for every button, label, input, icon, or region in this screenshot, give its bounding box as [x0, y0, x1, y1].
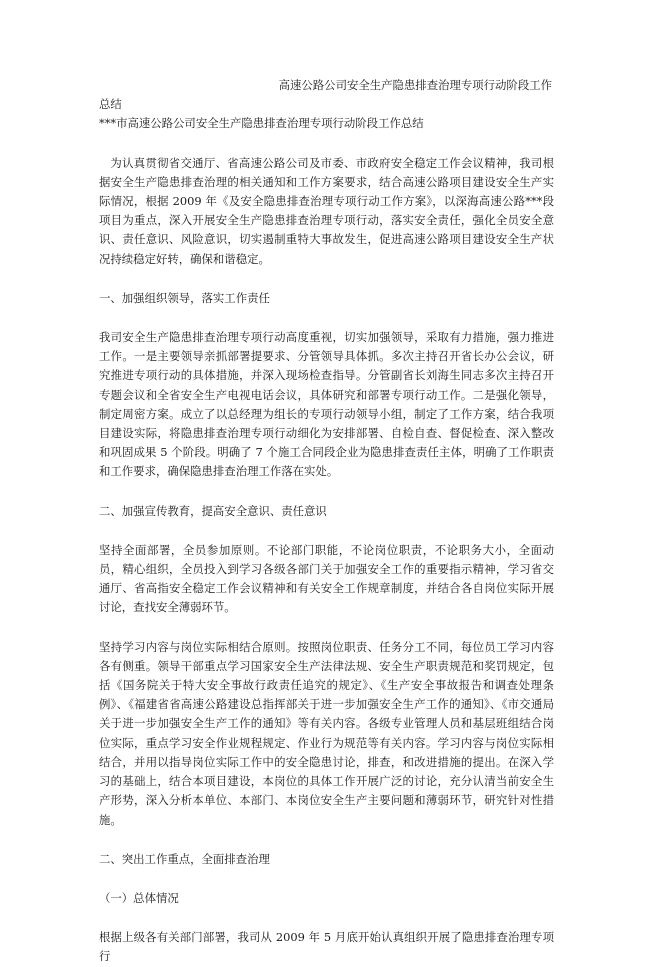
- section-1-paragraph: 我司安全生产隐患排查治理专项行动高度重视，切实加强领导，采取有力措施，强力推进工作。一是主要领导亲抓部署提要求、分管领导具体抓。多次主持召开省长办公会议，研究推进专项行动的具体措施，并深入现场检查指导。分管副省长刘海生同志多次主持召开专题会议和全省安全生产电视电话会议，具体研究和部署专项行动工作。二是强化领导，制定周密方案。成立了以总经理为组长的专项行动领导小组，制定了工作方案，结合我项目建设实际，将隐患排查治理专项行动细化为安排部署、自检自查、督促检查、深入整改和巩固成果 5 个阶段。明确了 7 个施工合同段企业为隐患排查责任主体，明确了工作职责和工作要求，确保隐患排查治理工作落在实处。: [99, 330, 554, 479]
- section-2-heading: 二、加强宣传教育，提高安全意识、责任意识: [99, 503, 327, 518]
- section-3-paragraph: 根据上级各有关部门部署，我司从 2009 年 5 月底开始认真组织开展了隐患排查治理专项行: [99, 930, 554, 964]
- section-3-subheading-1: （一）总体情况: [99, 890, 179, 905]
- document-subtitle: ***市高速公路公司安全生产隐患排查治理专项行动阶段工作总结: [99, 116, 424, 131]
- section-1-heading: 一、加强组织领导，落实工作责任: [99, 290, 270, 305]
- section-2-paragraph-2: 坚持学习内容与岗位实际相结合原则。按照岗位职责、任务分工不同，每位员工学习内容各有侧重。领导干部重点学习国家安全生产法律法规、安全生产职责规范和奖罚规定，包括《国务院关于特大安全事故行政责任追究的规定》、《生产安全事故报告和调查处理条例》、《福建省省高速公路建设总指挥部关于进一步加强安全生产工作的通知》、《市交通局关于进一步加强安全生产工作的通知》等有关内容。各级专业管理人员和基层班组结合岗位实际，重点学习安全作业规程规定、作业行为规范等有关内容。学习内容与岗位实际相结合，并用以指导岗位实际工作中的安全隐患讨论，排查，和改进措施的提出。在深入学习的基础上，结合本项目建设，本岗位的具体工作开展广泛的讨论，充分认清当前安全生产形势，深入分析本单位、本部门、本岗位安全生产主要问题和薄弱环节，研究针对性措施。: [99, 639, 554, 827]
- section-3-heading: 二、突出工作重点，全面排查治理: [99, 851, 270, 866]
- section-2-paragraph-1: 坚持全面部署，全员参加原则。不论部门职能，不论岗位职责，不论职务大小，全面动员，精心组织，全员投入到学习各级各部门关于加强安全工作的重要指示精神，学习省交通厅、省高指安全稳定工作会议精神和有关安全工作规章制度，并结合各自岗位实际开展讨论，查找安全薄弱环节。: [99, 542, 554, 615]
- document-title-line-1: 高速公路公司安全生产隐患排查治理专项行动阶段工作: [278, 78, 552, 92]
- document-page: [99, 76, 554, 967]
- document-title-line-2: 总结: [99, 97, 122, 112]
- intro-paragraph: 为认真贯彻省交通厅、省高速公路公司及市委、市政府安全稳定工作会议精神，我司根据安全生产隐患排查治理的相关通知和工作方案要求，结合高速公路项目建设安全生产实际情况，根据 2009 年《及安全隐患排查治理专项行动工作方案》，以深海高速公路***段项目为重点，深入开展安全生产隐患排查治理专项行动，落实安全责任，强化全员安全意识、责任意识、风险意识，切实遏制重特大事故发生，促进高速公路项目建设安全生产状况持续稳定好转，确保和谐稳定。: [99, 155, 554, 266]
